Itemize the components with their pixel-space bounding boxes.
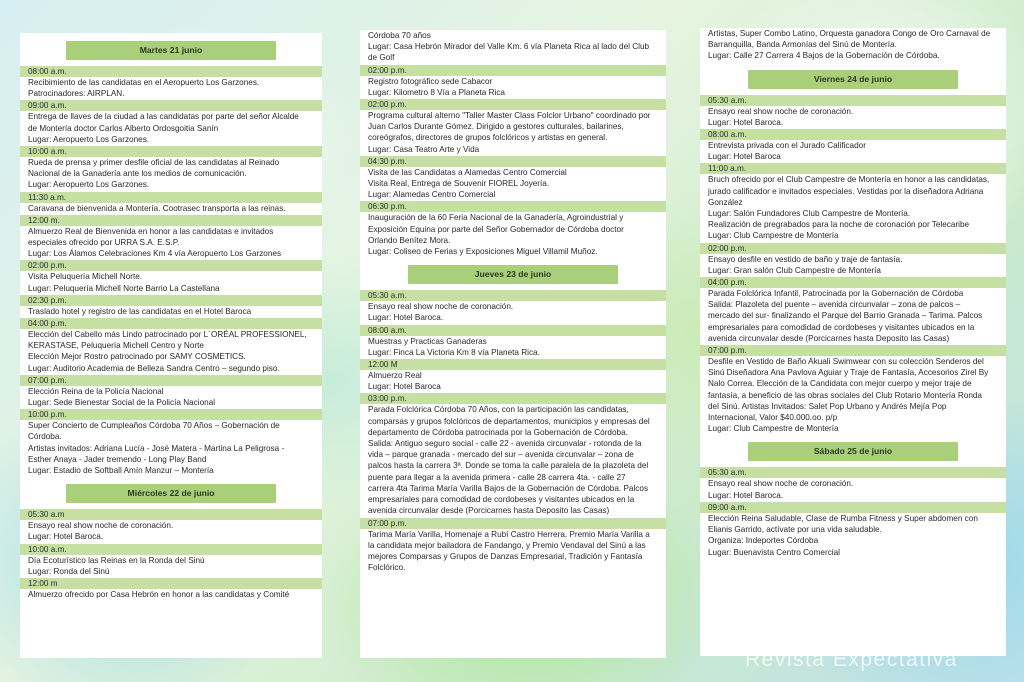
event-description: Lugar: Finca La Victoria Km 8 vía Planeta Rica.: [368, 347, 540, 357]
program-column-1: [20, 33, 322, 658]
event-description: Artistas, Super Combo Latino, Orquesta ganadora Congo de Oro Carnaval de: [708, 29, 991, 38]
event-time: 12:00 m.: [20, 215, 322, 226]
event-description: Visita Real, Entrega de Souvenir FIOREL Joyería.: [368, 179, 550, 189]
event-description: Lugar: Hotel Baroca.: [708, 117, 784, 127]
event-time: 04:00 p.m.: [700, 277, 1006, 288]
event-description: Ensayo desfile en vestido de baño y traje de fantasía.: [708, 254, 903, 264]
event-description: Tarima María Varilla, Homenaje a Rubí Castro Herrera. Premio María Varilla a: [368, 529, 650, 539]
event-description: Lugar: Sede Bienestar Social de la Policía Nacional: [28, 398, 216, 408]
event-description: Parada Folclórica Infantil, Patrocinada por la Gobernación de Córdoba: [708, 289, 964, 299]
event-description: Rueda de prensa y primer desfile oficial de las candidatas al Reinado: [28, 158, 280, 168]
event-description: Lugar: Salón Fundadores Club Campestre de Montería.: [708, 209, 911, 219]
event-description: Orlando Benítez Mora.: [368, 235, 451, 245]
event-description: Lugar: Hotel Baroca.: [28, 532, 104, 542]
event-description: Elección Mejor Rostro patrocinado por SAMY COSMETICS.: [28, 352, 246, 362]
event-description: Ensayo real show noche de coronación.: [708, 479, 854, 489]
event-time: 02:00 p.m.: [20, 260, 322, 271]
event-description: Lugar: Peluquería Michell Norte Barrio La Castellana: [28, 283, 220, 293]
event-description: Desfile en Vestido de Baño Akuali Swimwear con su colección Senderos del: [708, 357, 984, 367]
event-description: Elianis Garrido, actívate por una vida saludable.: [708, 525, 882, 535]
event-description: Salida: Plazoleta del puente – avenida circunvalar – zona de palcos –: [708, 300, 961, 310]
event-description: Parada Folclórica Córdoba 70 Años, con la participación las candidatas,: [368, 405, 629, 415]
event-time: 04:30 p.m.: [360, 156, 666, 167]
event-description: Elección del Cabello más Lindo patrocinado por L´ORÉAL PROFESSIONEL,: [28, 330, 307, 340]
event-description: Almuerzo Real: [368, 371, 422, 381]
event-description: carrera 4ta Tarima María Varilla Bajos de la Gobernación de Córdoba. Palcos: [368, 483, 649, 493]
event-time: 02:30 p.m.: [20, 295, 322, 306]
event-description: Entrevista privada con el Jurado Calificador: [708, 141, 866, 151]
event-description: Lugar: Hotel Baroca.: [708, 490, 784, 500]
event-description: Programa cultural alterno "Taller Master Class Folclor Urbano" coordinado por: [368, 111, 651, 121]
event-description: Barranquilla, Banda Armonías del Sinú de Montería.: [708, 40, 897, 50]
event-time: 02:00 p.m.: [360, 99, 666, 110]
day-heading: Sábado 25 de junio: [748, 442, 958, 461]
event-time: 07:00 p.m.: [360, 518, 666, 529]
event-time: 07:00 p.m.: [20, 375, 322, 386]
event-description: Elección Reina de la Policía Nacional: [28, 386, 164, 396]
event-description: avenida circunvalar desde (Porcicarnes hasta Deposito las Casas): [708, 333, 950, 343]
event-time: 12:00 m: [20, 578, 322, 589]
event-description: Elección Reina Saludable, Clase de Rumba Fitness y Super abdomen con: [708, 513, 978, 523]
event-description: comparsas y grupos folclóricos de departamentos, municipios y empresas del: [368, 416, 650, 426]
event-description: Salida: Antiguo seguro social - calle 22 - avenida circunvalar - rotonda de la: [368, 439, 642, 449]
event-time: 08:00 a.m.: [700, 129, 1006, 140]
event-description: González: [708, 197, 743, 207]
event-description: Organiza: Indeportes Córdoba: [708, 536, 819, 546]
event-description: Almuerzo Real de Bienvenida en honor a las candidatas e invitados: [28, 226, 274, 236]
event-description: Lugar: Ronda del Sinú: [28, 566, 110, 576]
event-description: Artistas invitados: Adriana Lucía - José Matera - Martina La Peligrosa -: [28, 443, 285, 453]
event-description: Lugar: Aeropuerto Los Garzones.: [28, 134, 150, 144]
event-description: fantasía, a beneficio de las obras sociales del Club Rotario Montería Ronda: [708, 390, 982, 400]
event-description: Lugar: Hotel Baroca: [368, 382, 441, 392]
event-description: de Montería doctor Carlos Alberto Ordosgoitia Sanín: [28, 123, 219, 133]
event-time: 10:00 a.m.: [20, 146, 322, 157]
event-time: 04:00 p.m.: [20, 318, 322, 329]
event-description: Sinú Diseñadora Ana Pavlova Aguiar y Traje de Fantasía, Accesorios Zirel By: [708, 368, 989, 378]
event-time: 09:00 a.m.: [700, 502, 1006, 513]
event-description: vida – parque granada - mercado del sur – avenida circunvalar – zona de: [368, 450, 634, 460]
event-description: Lugar: Buenavista Centro Comercial: [708, 547, 840, 557]
day-heading: Martes 21 junio: [66, 41, 276, 60]
event-description: empresariales para comodidad de cordobeses y visitantes ubicados en la: [708, 322, 975, 332]
event-description: Visita Peluquería Michell Norte.: [28, 272, 143, 282]
event-description: jurado calificador e invitados especiales. Vestidas por la diseñadora Adriana: [708, 186, 984, 196]
event-description: la candidata mejor bailadora de Fandango, y Premio Vendaval del Sinú a las: [368, 540, 646, 550]
day-heading: Jueves 23 de junio: [408, 265, 618, 284]
event-time: 09:00 a.m.: [20, 100, 322, 111]
event-description: Lugar: Club Campestre de Montería: [708, 231, 839, 241]
event-description: mejores Comparsas y Grupos de Danzas Empresarial, Tradición y Fantasía: [368, 551, 643, 561]
event-description: puente para llegar a la avenida primera - calle 28 carrera 4ta. - calle 27: [368, 472, 626, 482]
event-description: coreógrafos, directores de grupos folclóricos y artistas en general.: [368, 133, 608, 143]
event-description: Patrocinadores: AIRPLAN.: [28, 89, 125, 99]
event-description: especiales ofrecido por URRA S.A. E.S.P.: [28, 238, 180, 248]
event-description: Muestras y Practicas Ganaderas: [368, 336, 487, 346]
event-description: Nacional de la Ganadería ante los medios de comunicación.: [28, 169, 247, 179]
event-time: 07:00 p.m.: [700, 345, 1006, 356]
event-description: Traslado hotel y registro de las candidatas en el Hotel Baroca: [28, 306, 252, 316]
event-description: Lugar: Casa Teatro Arte y Vida: [368, 144, 480, 154]
event-description: empresariales para comodidad de cordobeses y visitantes ubicados en la: [368, 495, 635, 505]
event-description: Almuerzo ofrecido por Casa Hebrón en honor a las candidatas y Comité: [28, 590, 290, 600]
event-description: Lugar: Club Campestre de Montería: [708, 424, 839, 434]
event-description: Ensayo real show noche de coronación.: [708, 106, 854, 116]
event-time: 05:30 a.m.: [360, 290, 666, 301]
event-description: Día Ecoturístico las Reinas en la Ronda del Sinú: [28, 555, 205, 565]
event-time: 11:00 a.m.: [700, 163, 1006, 174]
event-description: Lugar: Aeropuerto Los Garzones.: [28, 180, 150, 190]
event-time: 05:30 a.m.: [700, 95, 1006, 106]
event-description: de Golf: [368, 53, 395, 63]
event-description: Folclórico.: [368, 563, 406, 573]
event-description: del Sinú. Artistas Invitados: Salet Pop Urbano y Andrés Mejía Pop: [708, 401, 947, 411]
event-description: KERASTASE, Peluquería Michell Centro y Norte: [28, 341, 204, 351]
event-time: 02:00 p.m.: [700, 243, 1006, 254]
program-column-3: [700, 28, 1006, 656]
event-time: 10:00 a.m.: [20, 544, 322, 555]
event-description: Esther Anaya - Jader tremendo - Long Play Band: [28, 454, 207, 464]
event-description: Lugar: Auditorio Academia de Belleza Sandra Centro – segundo piso.: [28, 363, 280, 373]
event-description: Recibimiento de las candidatas en el Aeropuerto Los Garzones.: [28, 78, 260, 87]
event-description: Registro fotográfico sede Cabacor: [368, 76, 493, 86]
event-description: Entrega de llaves de la ciudad a las candidatas por parte del señor Alcalde: [28, 112, 299, 122]
event-description: Inauguración de la 60 Feria Nacional de la Ganadería, Agroindustrial y: [368, 213, 624, 223]
event-description: Ensayo real show noche de coronación.: [368, 302, 514, 312]
event-description: mercado del sur- finalizando el Parque del Barrio Granada – Tarima. Palcos: [708, 311, 983, 321]
event-description: Lugar: Coliseo de Ferias y Exposiciones Miguel Villamil Muñoz.: [368, 247, 598, 257]
event-description: palcos hasta la carrera 3ª. Donde se toma la calle paralela de la plazoleta del: [368, 461, 649, 471]
event-description: Lugar: Kilometro 8 Vía a Planeta Rica: [368, 87, 505, 97]
event-description: Exposición Equina por parte del Señor Gobernador de Córdoba doctor: [368, 224, 624, 234]
event-description: Super Concierto de Cumpleaños Córdoba 70 Años – Gobernación de: [28, 421, 280, 431]
event-time: 11:30 a.m.: [20, 192, 322, 203]
event-description: Lugar: Calle 27 Carrera 4 Bajos de la Gobernación de Córdoba.: [708, 51, 940, 61]
event-time: 05:30 a.m: [20, 509, 322, 520]
event-description: departamento de Córdoba patrocinada por la Gobernación de Córdoba.: [368, 427, 628, 437]
event-time: 08:00 a.m.: [360, 325, 666, 336]
event-time: 08:00 a.m.: [20, 66, 322, 77]
event-description: Lugar: Hotel Baroca: [708, 152, 781, 162]
event-time: 03:00 p.m.: [360, 393, 666, 404]
event-description: Lugar: Los Álamos Celebraciones Km 4 vía Aeropuerto Los Garzones: [28, 249, 282, 259]
event-description: Visita de las Candidatas a Alamedas Centro Comercial: [368, 167, 567, 177]
event-time: 02:00 p.m.: [360, 65, 666, 76]
event-description: avenida circunvalar desde (Porcicarnes hasta Deposito las Casas): [368, 506, 610, 516]
event-time: 05:30 a.m.: [700, 467, 1006, 478]
watermark: Revista Expectativa: [745, 648, 958, 671]
event-time: 06:30 p.m.: [360, 201, 666, 212]
event-description: Córdoba 70 años: [368, 31, 431, 40]
event-description: Lugar: Gran salón Club Campestre de Montería: [708, 265, 881, 275]
day-heading: Miércoles 22 de junio: [66, 484, 276, 503]
program-column-2: [360, 30, 666, 658]
event-time: 12:00 M: [360, 359, 666, 370]
event-description: Ensayo real show noche de coronación.: [28, 521, 174, 531]
event-description: Realización de pregrabados para la noche de coronación por Telecaribe: [708, 220, 970, 230]
event-description: Lugar: Estadio de Softball Amín Manzur – Montería: [28, 466, 214, 476]
event-description: Lugar: Hotel Baroca.: [368, 313, 444, 323]
event-description: Juan Carlos Durante Gómez. Dirigido a gestores culturales, bailarines,: [368, 122, 624, 132]
event-description: Lugar: Casa Hebrón Mirador del Valle Km. 6 vía Planeta Rica al lado del Club: [368, 42, 650, 52]
event-description: Internacional, Valor $40.000.oo. p/p: [708, 413, 838, 423]
day-heading: Viernes 24 de junio: [748, 70, 958, 89]
event-description: Córdoba.: [28, 432, 62, 442]
event-description: Lugar: Alamedas Centro Comercial: [368, 190, 496, 200]
event-description: Bruch ofrecido por el Club Campestre de Montería en honor a las candidatas,: [708, 175, 990, 185]
event-description: Nalo Correa. Elección de la Candidata con mejor cuerpo y mejor traje de: [708, 379, 972, 389]
event-time: 10:00 p.m.: [20, 409, 322, 420]
event-description: Caravana de bienvenida a Montería. Cootrasec transporta a las reinas.: [28, 203, 286, 213]
